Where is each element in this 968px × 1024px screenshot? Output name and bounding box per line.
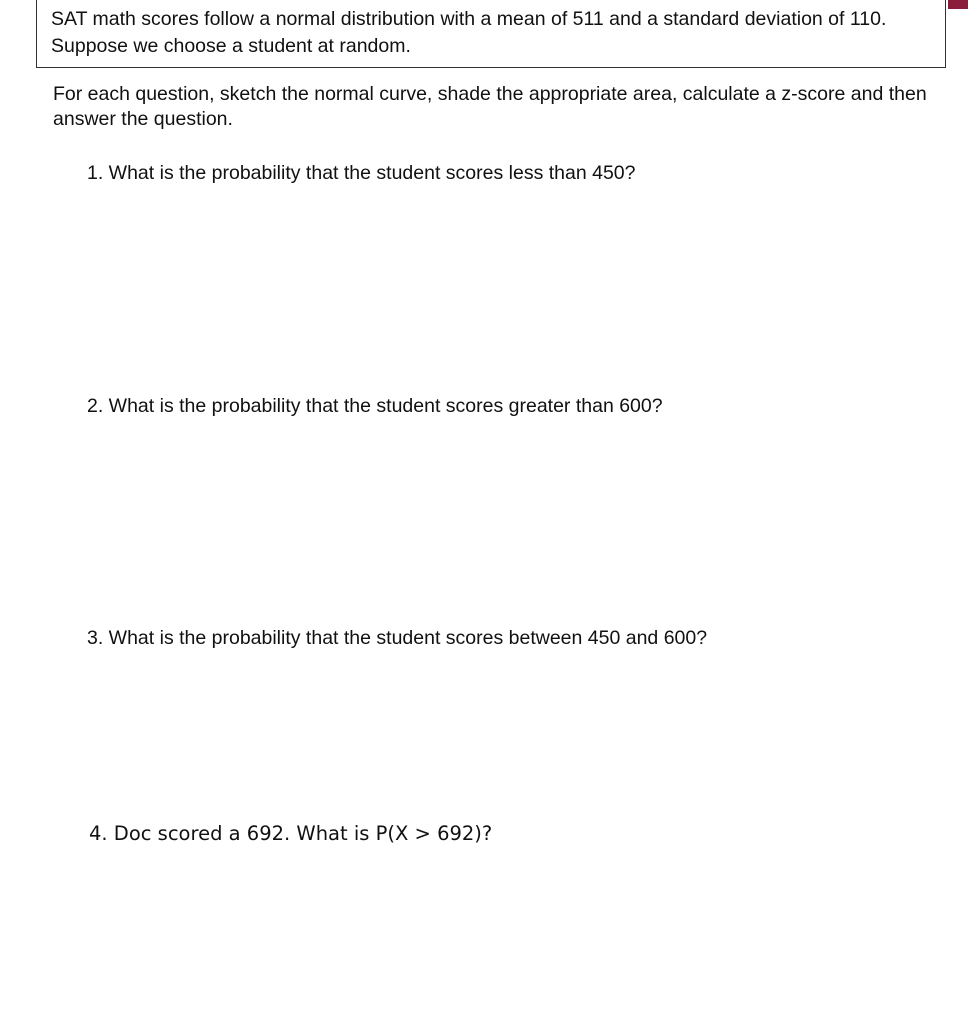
problem-statement-box (36, 0, 946, 68)
question-2: 2. What is the probability that the student scores greater than 600? (87, 395, 663, 417)
question-4: 4. Doc scored a 692. What is P(X > 692)? (89, 822, 493, 845)
corner-mark (948, 0, 968, 9)
question-1: 1. What is the probability that the student scores less than 450? (87, 162, 636, 184)
question-3: 3. What is the probability that the student scores between 450 and 600? (87, 627, 708, 649)
instructions-text: For each question, sketch the normal curve, shade the appropriate area, calculate a z-score and then answer the question. (53, 83, 927, 130)
problem-statement-text: SAT math scores follow a normal distribution with a mean of 511 and a standard deviation of 110. Suppose we choose a student at random. (51, 8, 887, 57)
